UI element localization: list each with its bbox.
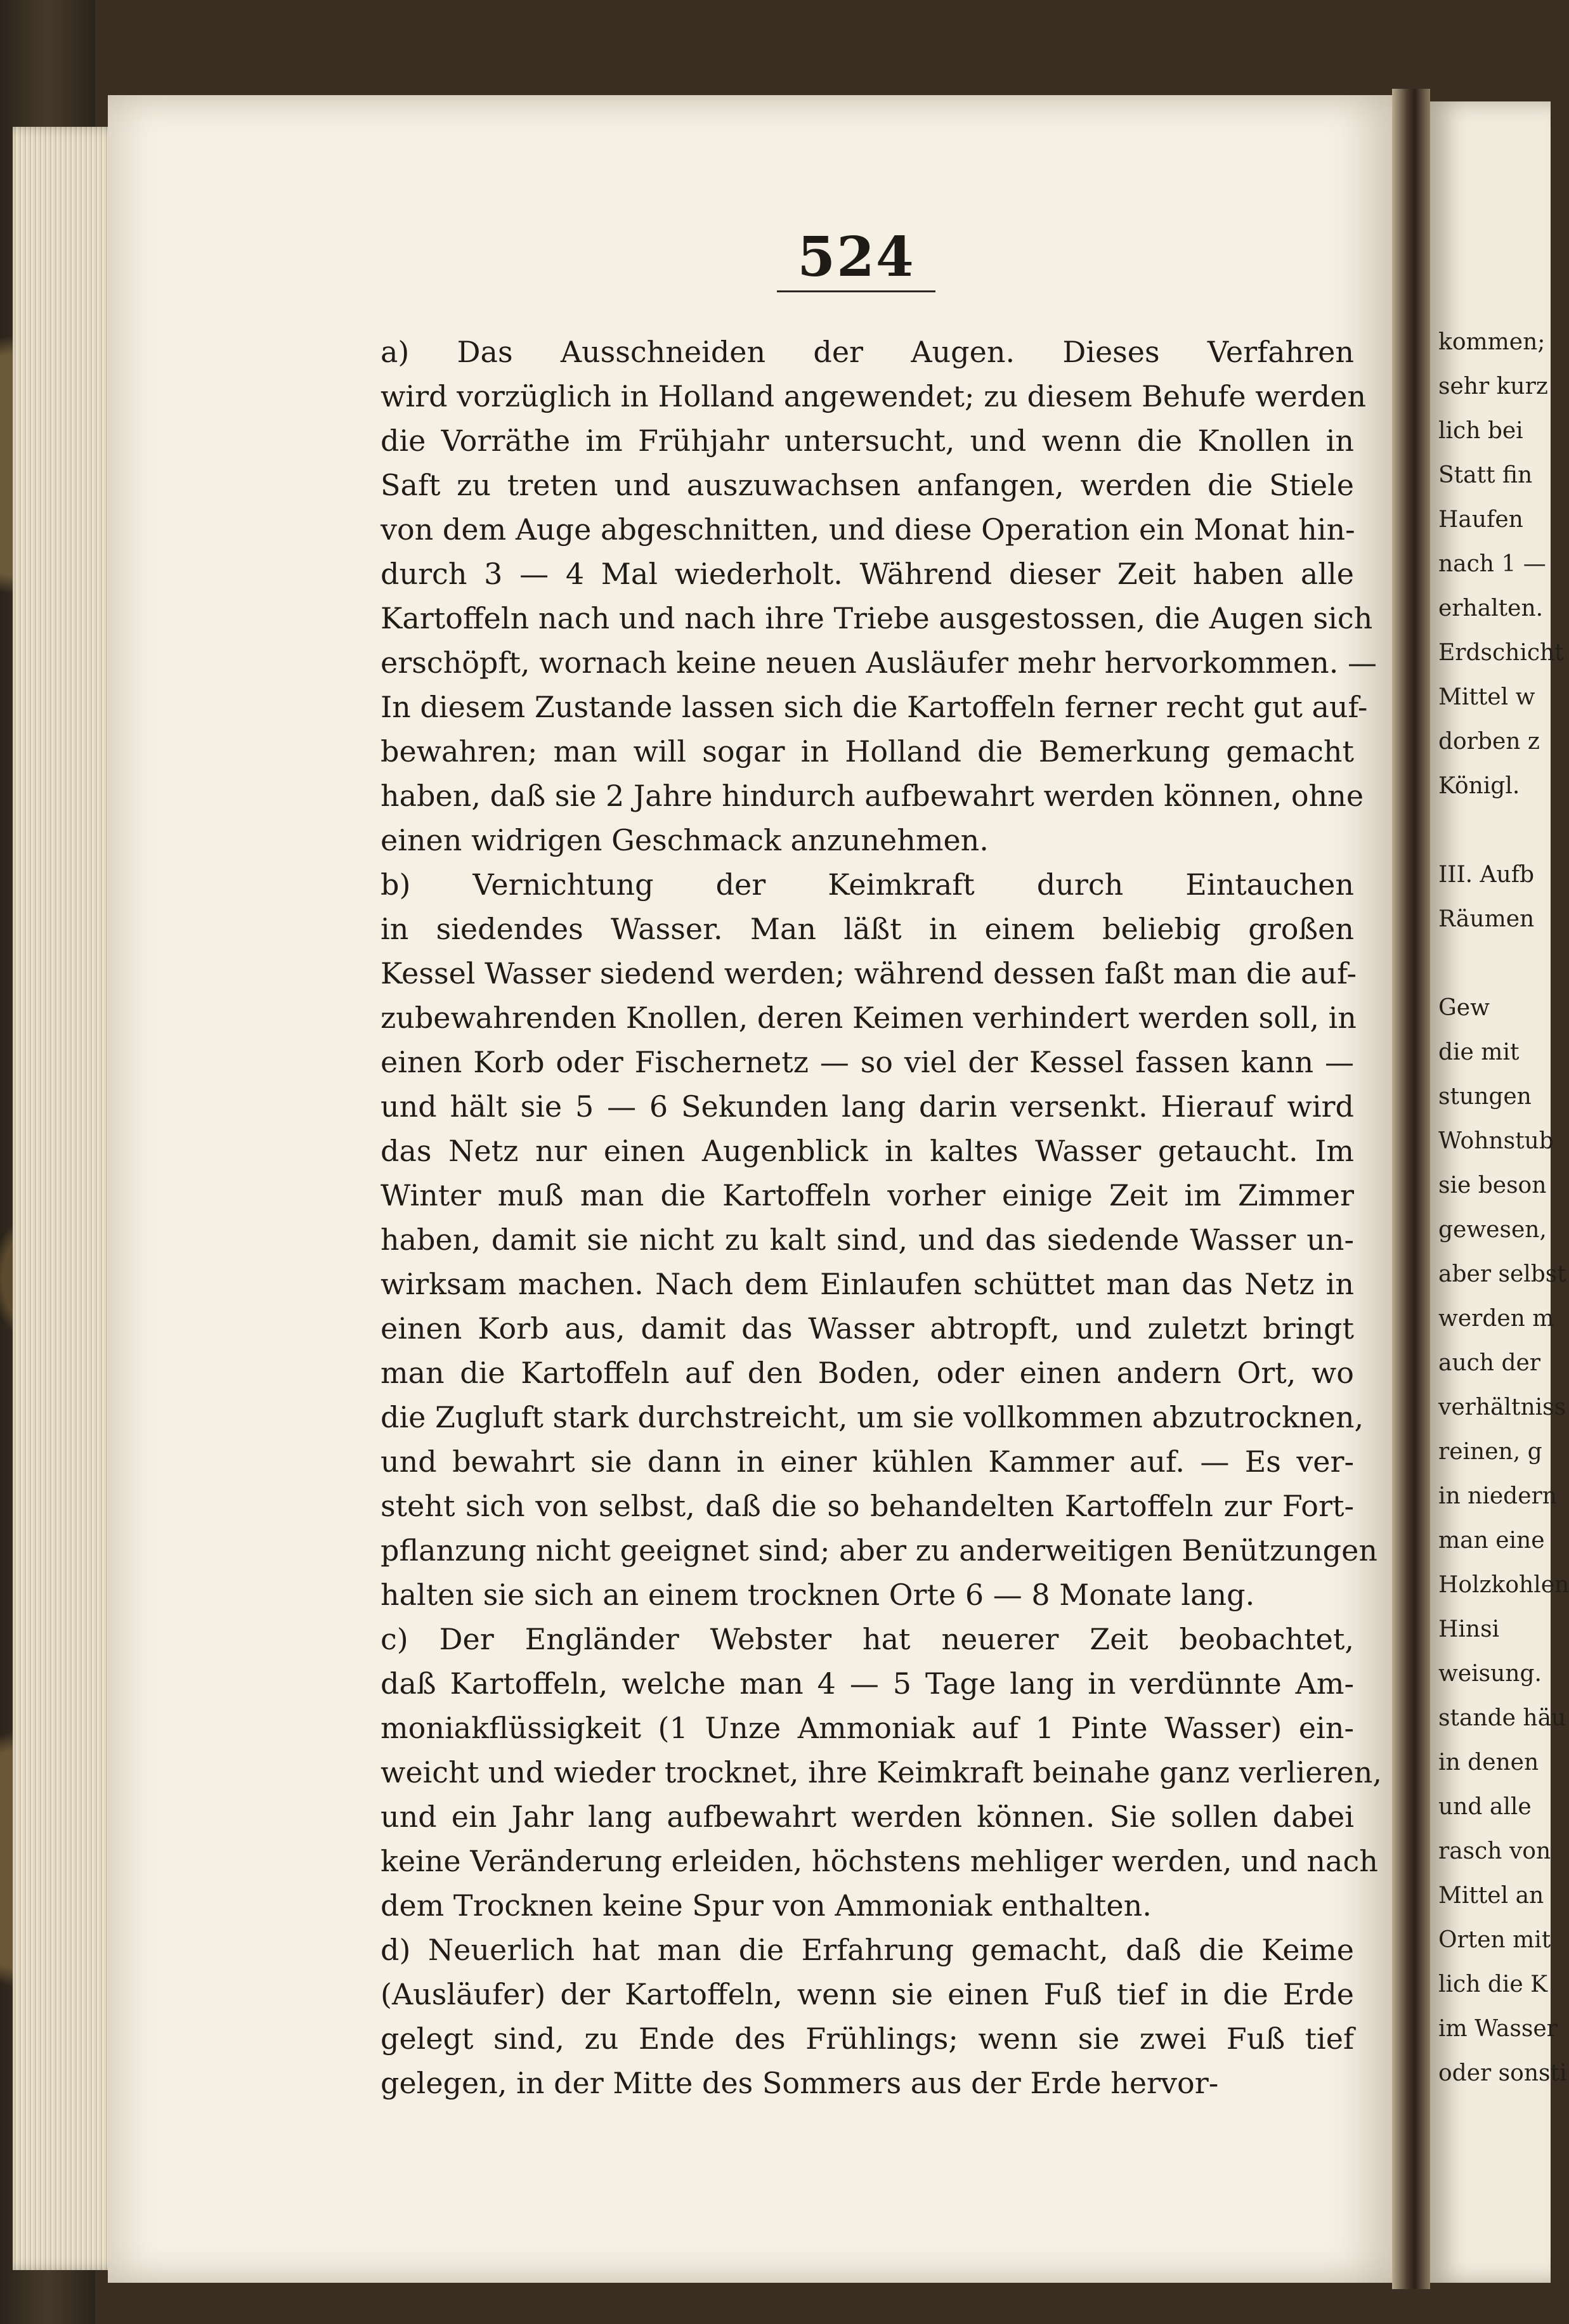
text-line: a) Das Ausschneiden der Augen. Dieses Verfahren — [381, 335, 1354, 369]
text-line: daß Kartoffeln, welche man 4 — 5 Tage lang in verdünnte Am- — [381, 1666, 1354, 1701]
text-line: d) Neuerlich hat man die Erfahrung gemacht, daß die Keime — [381, 1933, 1354, 1967]
margin-line: erhalten. — [1438, 595, 1544, 621]
margin-line: Gew — [1438, 995, 1490, 1021]
page-number-rule — [777, 290, 935, 292]
text-line: Saft zu treten und auszuwachsen anfangen, werden die Stiele — [381, 468, 1354, 502]
margin-line: Königl. — [1438, 773, 1520, 799]
text-line: In diesem Zustande lassen sich die Kartoffeln ferner recht gut auf- — [381, 690, 1368, 724]
text-line: Kessel Wasser siedend werden; während dessen faßt man die auf- — [381, 956, 1357, 990]
text-line: in siedendes Wasser. Man läßt in einem beliebig großen — [381, 912, 1354, 946]
margin-line: stande häu — [1438, 1705, 1566, 1731]
text-line: das Netz nur einen Augenblick in kaltes Wasser getaucht. Im — [381, 1134, 1354, 1168]
margin-line: im Wasser — [1438, 2016, 1558, 2042]
text-line: und hält sie 5 — 6 Sekunden lang darin versenkt. Hierauf wird — [381, 1089, 1354, 1124]
margin-line: rasch von — [1438, 1838, 1551, 1864]
body-text — [381, 330, 1382, 2105]
text-line: haben, daß sie 2 Jahre hindurch aufbewahrt werden können, ohne — [381, 779, 1364, 813]
text-line: Winter muß man die Kartoffeln vorher einige Zeit im Zimmer — [381, 1178, 1354, 1212]
margin-line: und alle — [1438, 1794, 1532, 1820]
margin-line: sehr kurz — [1438, 373, 1548, 399]
margin-line: Hinsi — [1438, 1616, 1500, 1642]
margin-line: Mittel an — [1438, 1883, 1544, 1909]
text-line: man die Kartoffeln auf den Boden, oder einen andern Ort, wo — [381, 1356, 1354, 1390]
margin-line: man eine — [1438, 1528, 1545, 1554]
margin-line: kommen; — [1438, 329, 1546, 355]
text-line: c) Der Engländer Webster hat neuerer Zeit beobachtet, — [381, 1622, 1354, 1656]
text-line: einen Korb oder Fischernetz — so viel der Kessel fassen kann — — [381, 1045, 1354, 1079]
margin-line: auch der — [1438, 1350, 1540, 1376]
margin-line: lich die K — [1438, 1971, 1548, 1997]
text-line: erschöpft, wornach keine neuen Ausläufer mehr hervorkommen. — — [381, 646, 1377, 680]
margin-line: Orten mit — [1438, 1927, 1551, 1953]
margin-line: in niedern — [1438, 1483, 1557, 1509]
margin-line: die mit — [1438, 1039, 1520, 1065]
margin-line: Räumen — [1438, 906, 1535, 932]
margin-line: weisung. — [1438, 1661, 1542, 1687]
margin-line: werden m — [1438, 1306, 1554, 1332]
text-line: steht sich von selbst, daß die so behandelten Kartoffeln zur Fort- — [381, 1489, 1354, 1523]
text-line: Kartoffeln nach und nach ihre Triebe ausgestossen, die Augen sich — [381, 601, 1373, 635]
text-line: b) Vernichtung der Keimkraft durch Eintauchen — [381, 867, 1354, 902]
margin-line: oder sonsti — [1438, 2060, 1567, 2086]
margin-line: Haufen — [1438, 507, 1523, 533]
margin-line: in denen — [1438, 1749, 1539, 1775]
margin-line: Holzkohlen — [1438, 1572, 1569, 1598]
margin-line: reinen, g — [1438, 1439, 1542, 1465]
margin-line: verhältniss — [1438, 1394, 1566, 1420]
text-line: die Vorräthe im Frühjahr untersucht, und wenn die Knollen in — [381, 424, 1354, 458]
text-line: einen widrigen Geschmack anzunehmen. — [381, 823, 989, 857]
text-line: pflanzung nicht geeignet sind; aber zu anderweitigen Benützungen — [381, 1533, 1377, 1568]
margin-line: dorben z — [1438, 729, 1540, 755]
text-line: wird vorzüglich in Holland angewendet; zu diesem Behufe werden — [381, 379, 1367, 413]
text-line: (Ausläufer) der Kartoffeln, wenn sie einen Fuß tief in die Erde — [381, 1977, 1354, 2011]
text-line: von dem Auge abgeschnitten, und diese Operation ein Monat hin- — [381, 512, 1355, 547]
text-line: keine Veränderung erleiden, höchstens mehliger werden, und nach — [381, 1844, 1378, 1878]
margin-line: Mittel w — [1438, 684, 1535, 710]
text-line: und bewahrt sie dann in einer kühlen Kammer auf. — Es ver- — [381, 1444, 1354, 1479]
text-line: wirksam machen. Nach dem Einlaufen schüttet man das Netz in — [381, 1267, 1354, 1301]
text-line: durch 3 — 4 Mal wiederholt. Während dieser Zeit haben alle — [381, 557, 1354, 591]
margin-line: aber selbst — [1438, 1261, 1566, 1287]
text-line: haben, damit sie nicht zu kalt sind, und das siedende Wasser un- — [381, 1223, 1354, 1257]
margin-line: Statt fin — [1438, 462, 1533, 488]
book-gutter — [1392, 89, 1430, 2289]
margin-line — [1438, 942, 1553, 986]
margin-line: Erdschicht — [1438, 640, 1564, 666]
text-line: weicht und wieder trocknet, ihre Keimkraft beinahe ganz verlieren, — [381, 1755, 1382, 1789]
text-line: einen Korb aus, damit das Wasser abtropft, und zuletzt bringt — [381, 1311, 1354, 1346]
margin-line: nach 1 — — [1438, 551, 1546, 577]
text-line: gelegt sind, zu Ende des Frühlings; wenn sie zwei Fuß tief — [381, 2022, 1354, 2056]
margin-line: III. Aufb — [1438, 862, 1535, 888]
margin-line: Wohnstub — [1438, 1128, 1554, 1154]
text-line: und ein Jahr lang aufbewahrt werden können. Sie sollen dabei — [381, 1800, 1354, 1834]
margin-line: gewesen, — [1438, 1217, 1547, 1243]
adjacent-page-text — [1438, 320, 1569, 2096]
text-line: halten sie sich an einem trocknen Orte 6 — 8 Monate lang. — [381, 1578, 1255, 1612]
text-line: zubewahrenden Knollen, deren Keimen verhindert werden soll, in — [381, 1001, 1357, 1035]
text-line: die Zugluft stark durchstreicht, um sie vollkommen abzutrocknen, — [381, 1400, 1364, 1434]
text-line: dem Trocknen keine Spur von Ammoniak enthalten. — [381, 1888, 1152, 1923]
margin-line — [1438, 808, 1553, 853]
margin-line: lich bei — [1438, 418, 1523, 444]
text-line: bewahren; man will sogar in Holland die Bemerkung gemacht — [381, 734, 1354, 769]
margin-line: sie beson — [1438, 1172, 1547, 1198]
margin-line: stungen — [1438, 1084, 1532, 1110]
page-number: 524 — [797, 225, 915, 289]
text-line: moniakflüssigkeit (1 Unze Ammoniak auf 1 Pinte Wasser) ein- — [381, 1711, 1354, 1745]
text-line: gelegen, in der Mitte des Sommers aus der Erde hervor- — [381, 2066, 1219, 2100]
